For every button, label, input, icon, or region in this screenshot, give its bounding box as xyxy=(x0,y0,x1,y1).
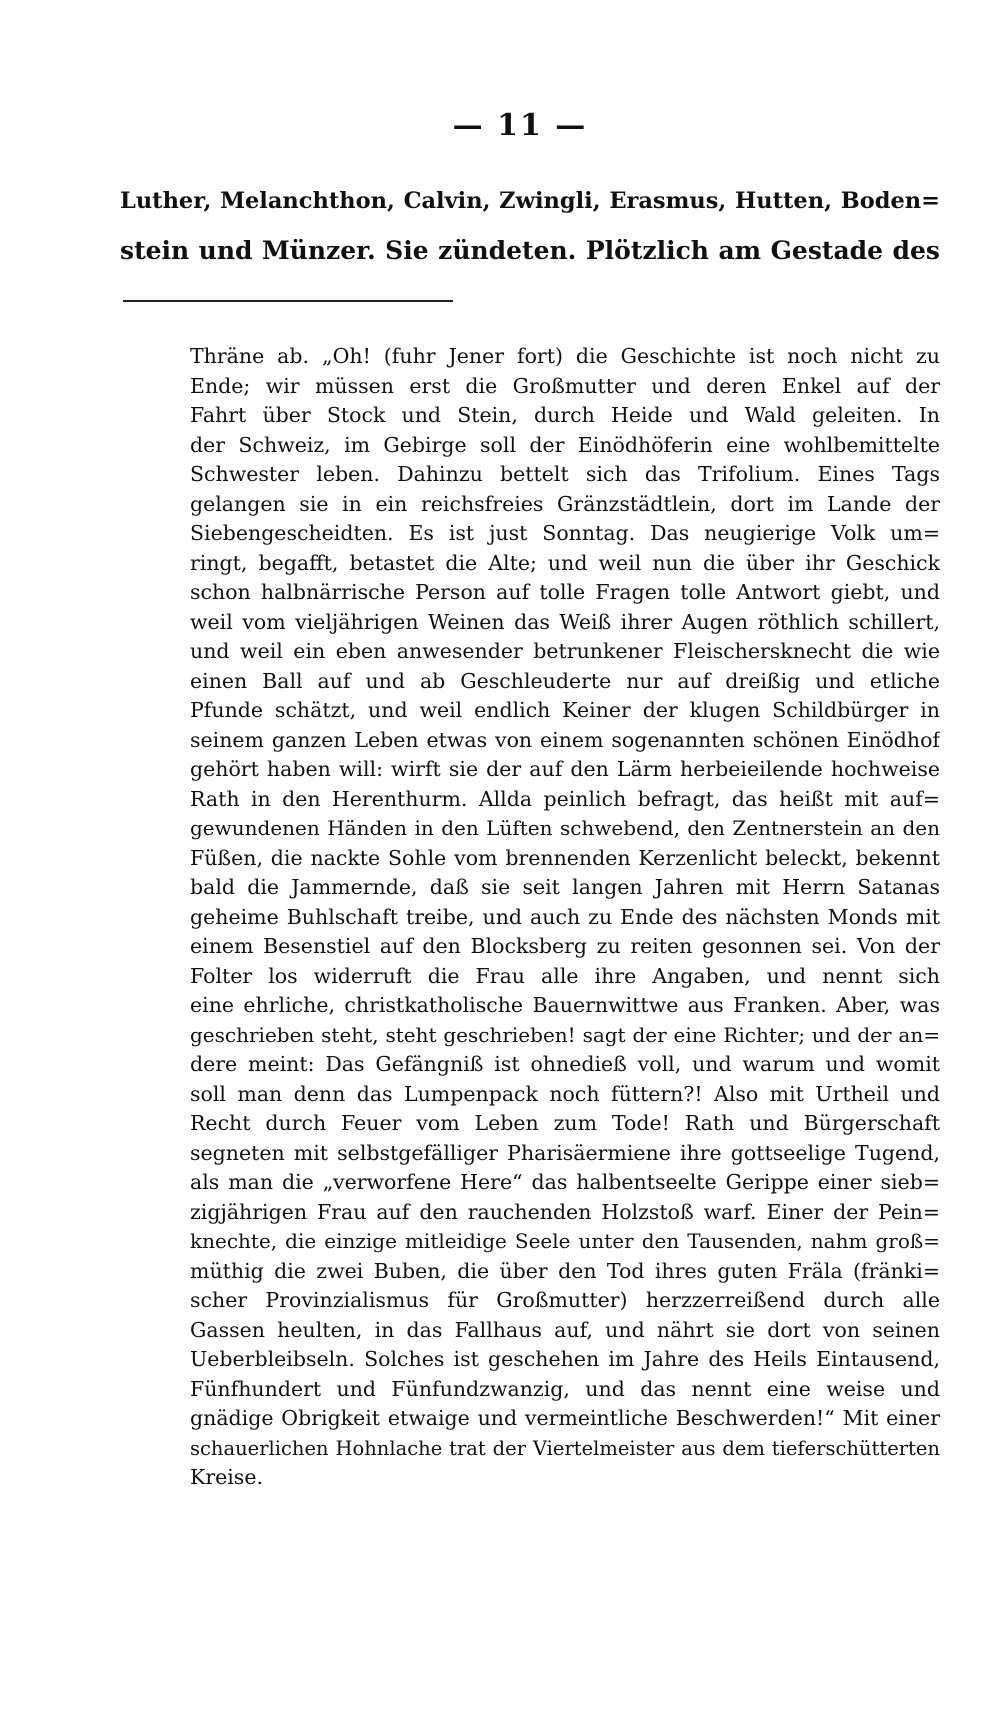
footnote-line: schauerlichen Hohnlache trat der Viertelmeister aus dem tieferschütterten xyxy=(190,1436,940,1460)
footnote-line: eine ehrliche, christkatholische Bauernwittwe aus Franken. Aber, was xyxy=(190,993,940,1017)
footnote-line: der Schweiz, im Gebirge soll der Einödhöferin eine wohlbemittelte xyxy=(190,432,940,457)
footnote-divider xyxy=(123,300,453,302)
footnote-line: gelangen sie in ein reichsfreies Gränzstädtlein, dort im Lande der xyxy=(190,491,940,516)
footnote-line: weil vom vieljährigen Weinen das Weiß ihrer Augen röthlich schillert, xyxy=(190,609,940,634)
page-number: — 11 — xyxy=(452,108,588,143)
footnote-line: gehört haben will: wirft sie der auf den Lärm herbeieilende hochweise xyxy=(190,757,940,781)
footnote-line: Fünfhundert und Fünfundzwanzig, und das nennt eine weise und xyxy=(190,1376,940,1401)
footnote-line: seinem ganzen Leben etwas von einem sogenannten schönen Einödhof xyxy=(190,727,940,752)
footnote-line: Thräne ab. „Oh! (fuhr Jener fort) die Geschichte ist noch nicht zu xyxy=(190,344,940,368)
footnote-line: Pfunde schätzt, und weil endlich Keiner der klugen Schildbürger in xyxy=(190,698,940,722)
footnote-line: dere meint: Das Gefängniß ist ohnedieß voll, und warum und womit xyxy=(190,1052,940,1076)
footnote-line: Folter los widerruft die Frau alle ihre Angaben, und nennt sich xyxy=(190,963,940,988)
footnote-line: Siebengescheidten. Es ist just Sonntag. Das neugierige Volk um= xyxy=(190,521,940,545)
footnote-line: scher Provinzialismus für Großmutter) herzzerreißend durch alle xyxy=(190,1288,940,1312)
footnote-line: Gassen heulten, in das Fallhaus auf, und nährt sie dort von seinen xyxy=(190,1317,940,1342)
footnote-line: soll man denn das Lumpenpack noch füttern?! Also mit Urtheil und xyxy=(190,1081,940,1106)
footnote-line: Recht durch Feuer vom Leben zum Tode! Rath und Bürgerschaft xyxy=(190,1111,940,1135)
footnote-line: bald die Jammernde, daß sie seit langen Jahren mit Herrn Satanas xyxy=(190,875,940,899)
footnote-line: gnädige Obrigkeit etwaige und vermeintliche Beschwerden!“ Mit einer xyxy=(190,1406,940,1430)
footnote-line: gewundenen Händen in den Lüften schwebend, den Zentnerstein an den xyxy=(190,816,940,840)
footnote-line: Fahrt über Stock und Stein, durch Heide und Wald geleiten. In xyxy=(190,403,940,427)
footnote-line: als man die „verworfene Here“ das halbentseelte Gerippe einer sieb= xyxy=(190,1170,940,1194)
footnote-line: Ende; wir müssen erst die Großmutter und deren Enkel auf der xyxy=(190,373,940,398)
footnote-line: einen Ball auf und ab Geschleuderte nur auf dreißig und etliche xyxy=(190,668,940,693)
footnote-line: müthig die zwei Buben, die über den Tod ihres guten Fräla (fränki= xyxy=(190,1258,940,1283)
footnote-line: Kreise. xyxy=(190,1465,263,1489)
footnote-line: schon halbnärrische Person auf tolle Fragen tolle Antwort giebt, und xyxy=(190,580,940,604)
footnote-line: Füßen, die nackte Sohle vom brennenden Kerzenlicht beleckt, bekennt xyxy=(190,845,940,870)
footnote xyxy=(190,342,940,1493)
footnote-line: Schwester leben. Dahinzu bettelt sich das Trifolium. Eines Tags xyxy=(190,462,940,486)
main-text-line: Luther, Melanchthon, Calvin, Zwingli, Erasmus, Hutten, Boden= xyxy=(120,188,940,214)
footnote-line: und weil ein eben anwesender betrunkener Fleischersknecht die wie xyxy=(190,639,940,663)
main-text xyxy=(120,176,940,276)
footnote-line: geheime Buhlschaft treibe, und auch zu Ende des nächsten Monds mit xyxy=(190,904,940,929)
main-text-line: stein und Münzer. Sie zündeten. Plötzlich am Gestade des xyxy=(120,236,940,265)
footnote-line: knechte, die einzige mitleidige Seele unter den Tausenden, nahm groß= xyxy=(190,1229,940,1253)
footnote-line: einem Besenstiel auf den Blocksberg zu reiten gesonnen sei. Von der xyxy=(190,934,940,958)
footnote-line: ringt, begafft, betastet die Alte; und weil nun die über ihr Geschick xyxy=(190,550,940,575)
footnote-line: geschrieben steht, steht geschrieben! sagt der eine Richter; und der an= xyxy=(190,1022,940,1047)
footnote-line: segneten mit selbstgefälliger Pharisäermiene ihre gottseelige Tugend, xyxy=(190,1140,940,1165)
footnote-line: zigjährigen Frau auf den rauchenden Holzstoß warf. Einer der Pein= xyxy=(190,1199,940,1224)
footnote-line: Rath in den Herenthurm. Allda peinlich befragt, das heißt mit auf= xyxy=(190,786,940,811)
footnote-line: Ueberbleibseln. Solches ist geschehen im Jahre des Heils Eintausend, xyxy=(190,1347,940,1371)
